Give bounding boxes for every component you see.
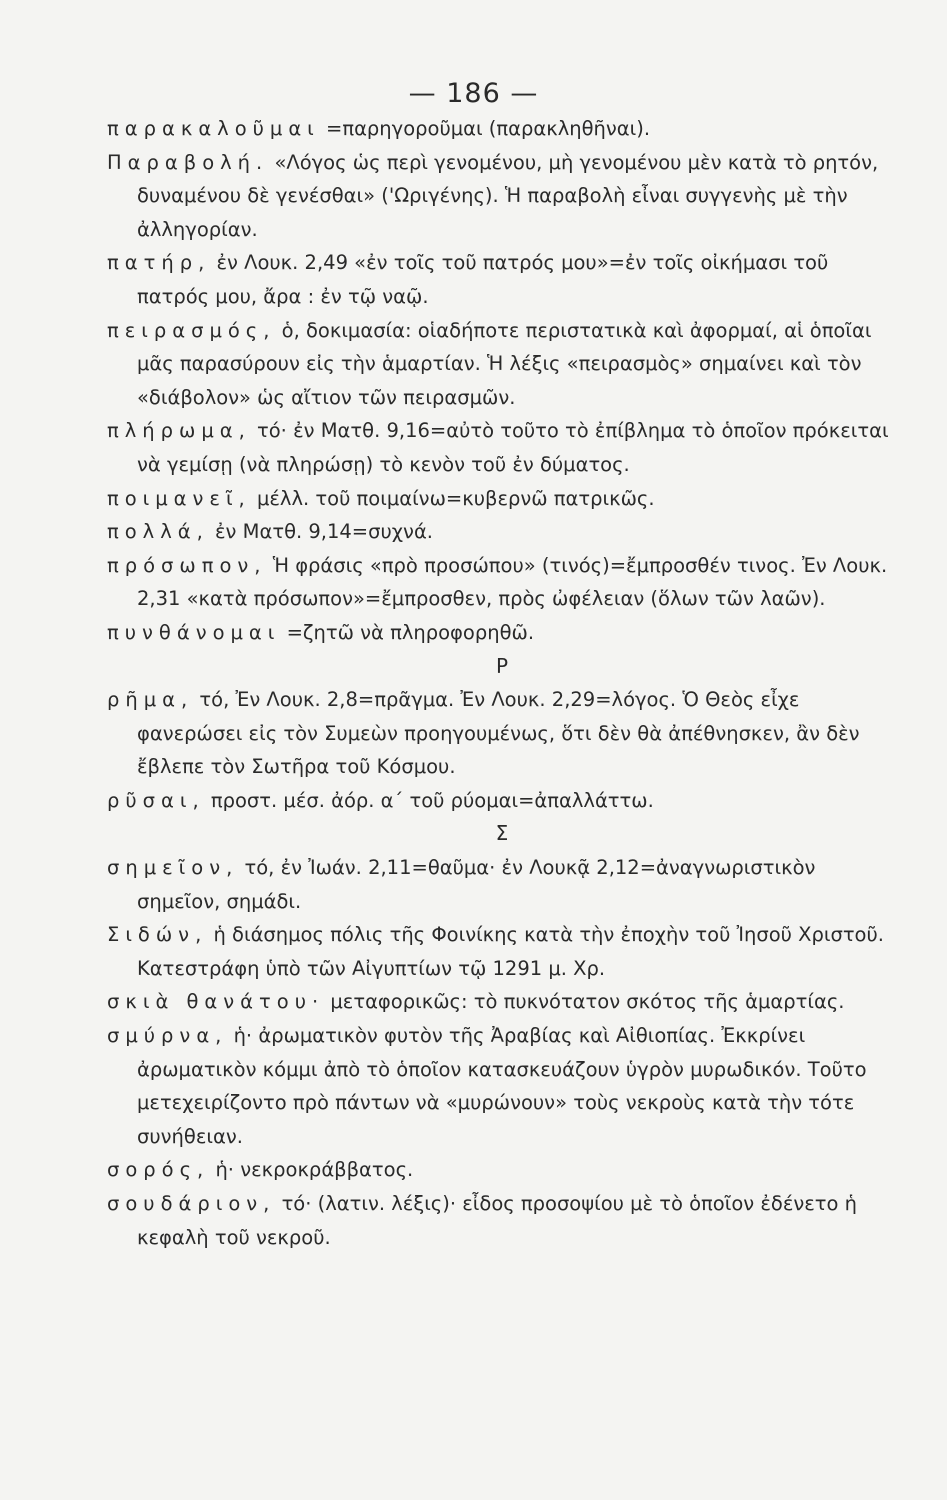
headword: σουδάριον, <box>107 1192 276 1215</box>
definition: τό· ἐν Ματθ. 9,16=αὐτὸ τοῦτο τὸ ἐπίβλημα τὸ ὁποῖον πρόκειται νὰ γεμίσῃ (νὰ πληρώσῃ) τὸ κενὸν τοῦ ἐν δύματος. <box>137 419 889 476</box>
entry <box>107 549 897 616</box>
definition: ἡ· ἀρωματικὸν φυτὸν τῆς Ἀραβίας καὶ Αἰθιοπίας. Ἐκκρίνει ἀρωματικὸν κόμμι ἀπὸ τὸ ὁποῖον κατασκευάζουν ὑγρὸν μυρωδικόν. Τοῦτο μετεχειρίζοντο πρὸ πάντων νὰ «μυρώνουν» τοὺς νεκροὺς κατὰ τὴν τότε συνήθειαν. <box>137 1024 867 1148</box>
definition: προστ. μέσ. ἀόρ. α΄ τοῦ ρύομαι=ἀπαλλάττω. <box>210 788 654 812</box>
headword: πολλά, <box>107 520 209 544</box>
headword: Σιδών, <box>107 923 208 947</box>
page-number: — 186 — <box>408 78 539 109</box>
section-letter: Ρ <box>495 653 509 678</box>
definition: ὁ, δοκιμασία: οἱαδήποτε περιστατικὰ καὶ ἀφορμαί, αἱ ὁποῖαι μᾶς παρασύρουν εἰς τὴν ἁμαρτίαν. Ἡ λέξις «πειρασμὸς» σημαίνει καὶ τὸν «διάβολον» ὡς αἴτιον τῶν πειρασμῶν. <box>137 318 872 409</box>
headword: πειρασμός, <box>107 318 276 342</box>
entry <box>107 1019 897 1153</box>
definition: μέλλ. τοῦ ποιμαίνω=κυβερνῶ πατρικῶς. <box>256 486 655 510</box>
headword: σημεῖον, <box>107 856 239 880</box>
definition: τό, Ἐν Λουκ. 2,8=πρᾶγμα. Ἐν Λουκ. 2,29=λόγος. Ὁ Θεὸς εἶχε φανερώσει εἰς τὸν Συμεὼν προηγουμένως, ὅτι δὲν θὰ ἀπέθνησκεν, ἂν δὲν ἔβλεπε τὸν Σωτῆρα τοῦ Κόσμου. <box>137 688 860 779</box>
headword: ρῦσαι, <box>107 788 205 812</box>
headword: Παραβολή. <box>107 150 269 174</box>
section-letter: Σ <box>495 821 509 846</box>
headword: ρῆμα, <box>107 688 194 712</box>
headword: πατήρ, <box>107 251 211 275</box>
headword: πυνθάνομαι <box>107 620 281 644</box>
entry <box>107 918 897 985</box>
entry <box>107 1153 897 1187</box>
entry <box>107 683 897 784</box>
definition: τό, ἐν Ἰωάν. 2,11=θαῦμα· ἐν Λουκᾷ 2,12=ἀναγνωριστικὸν σημεῖον, σημάδι. <box>137 856 816 913</box>
entry <box>107 515 897 549</box>
headword: ποιμανεῖ, <box>107 486 251 510</box>
entry <box>107 851 897 918</box>
entry <box>107 1187 897 1254</box>
entry <box>107 414 897 481</box>
headword: πρόσωπον, <box>107 553 267 577</box>
headword: σορός, <box>107 1158 210 1182</box>
entry <box>107 985 897 1019</box>
definition: ἡ διάσημος πόλις τῆς Φοινίκης κατὰ τὴν ἐποχὴν τοῦ Ἰησοῦ Χριστοῦ. Κατεστράφη ὑπὸ τῶν Αἰγυπτίων τῷ 1291 μ. Χρ. <box>137 923 884 980</box>
headword: σμύρνα, <box>107 1024 228 1048</box>
headword: πλήρωμα, <box>107 419 251 443</box>
definition: =παρηγοροῦμαι (παρακληθῆναι). <box>326 117 651 140</box>
entry <box>107 784 897 818</box>
entry <box>107 146 897 247</box>
definition: «Λόγος ὡς περὶ γενομένου, μὴ γενομένου μὲν κατὰ τὸ ρητόν, δυναμένου δὲ γενέσθαι» ('Ωριγένης). Ἡ παραβολὴ εἶναι συγγενὴς μὲ τὴν ἀλληγορίαν. <box>137 150 879 241</box>
dictionary-entries <box>107 112 897 1254</box>
definition: τό· (λατιν. λέξις)· εἶδος προσοψίου μὲ τὸ ὁποῖον ἐδένετο ἡ κεφαλὴ τοῦ νεκροῦ. <box>137 1192 858 1249</box>
definition: =ζητῶ νὰ πληροφορηθῶ. <box>286 620 535 644</box>
entry <box>107 112 897 146</box>
definition: μεταφορικῶς: τὸ πυκνότατον σκότος τῆς ἁμαρτίας. <box>330 990 845 1014</box>
definition: ἐν Λουκ. 2,49 «ἐν τοῖς τοῦ πατρός μου»=ἐν τοῖς οἰκήμασι τοῦ πατρός μου, ἄρα : ἐν τῷ ναῷ. <box>137 251 829 308</box>
definition: ἡ· νεκροκράββατος. <box>215 1158 414 1182</box>
entry <box>107 314 897 415</box>
definition: ἐν Ματθ. 9,14=συχνά. <box>215 520 434 544</box>
definition: Ἡ φράσις «πρὸ προσώπου» (τινός)=ἔμπροσθέν τινος. Ἐν Λουκ. 2,31 «κατὰ πρόσωπον»=ἔμπροσθεν, πρὸς ὠφέλειαν (ὅλων τῶν λαῶν). <box>137 553 888 611</box>
headword: σκιὰ θανάτου· <box>107 990 325 1014</box>
headword: παρακαλοῦμαι <box>107 117 320 140</box>
entry <box>107 616 897 650</box>
entry <box>107 246 897 313</box>
entry <box>107 482 897 516</box>
